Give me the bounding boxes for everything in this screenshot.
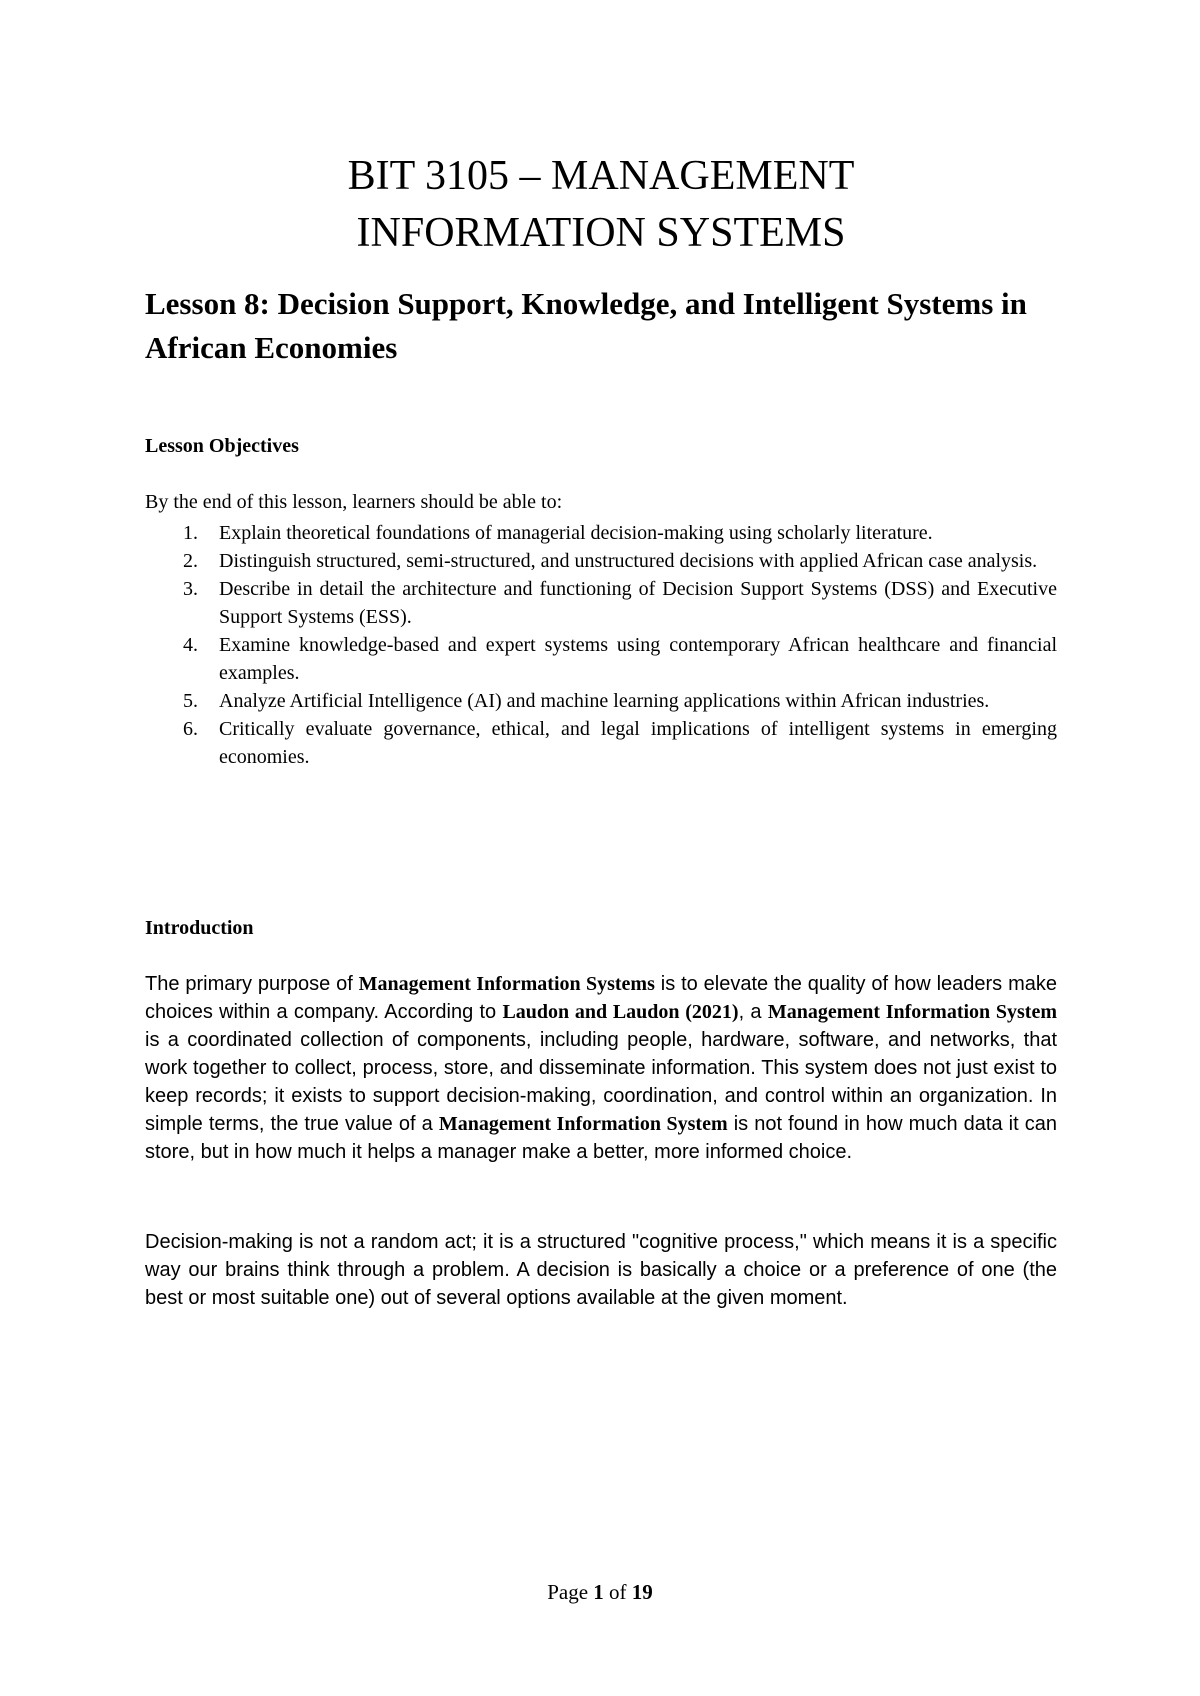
list-item-number: 1. xyxy=(183,522,198,544)
objectives-heading: Lesson Objectives xyxy=(145,435,299,457)
page-current: 1 xyxy=(593,1580,604,1604)
title-line-1: BIT 3105 – MANAGEMENT xyxy=(347,153,855,199)
lesson-heading: Lesson 8: Decision Support, Knowledge, and Intelligent Systems in African Economies xyxy=(145,286,1027,365)
list-item xyxy=(145,715,1057,771)
list-item-text: Describe in detail the architecture and functioning of Decision Support Systems (DSS) and Executive Support Systems (ESS). xyxy=(219,578,1057,628)
list-item xyxy=(145,575,1057,631)
bold-term: Management Information Systems xyxy=(358,973,655,995)
list-item-number: 5. xyxy=(183,690,198,712)
paragraph-text: is not found in how much data it can store, but in how much it helps a manager make a better, more informed choice. xyxy=(145,1113,1057,1163)
document-title xyxy=(145,148,1057,262)
paragraph-text: is to elevate the quality of how leaders make choices within a company. According to xyxy=(145,973,1057,1023)
list-item-number: 2. xyxy=(183,550,198,572)
page-of-label: of xyxy=(603,1580,632,1604)
bold-citation: Laudon and Laudon (2021) xyxy=(502,1001,739,1023)
paragraph-text: , a xyxy=(738,1001,768,1023)
list-item-text: Examine knowledge-based and expert systems using contemporary African healthcare and financial examples. xyxy=(219,634,1057,684)
title-line-2: INFORMATION SYSTEMS xyxy=(356,210,846,256)
objectives-list xyxy=(145,519,1057,771)
list-item-number: 6. xyxy=(183,718,198,740)
introduction-heading: Introduction xyxy=(145,917,254,939)
list-item-number: 4. xyxy=(183,634,198,656)
list-item-text: Critically evaluate governance, ethical, and legal implications of intelligent systems in emerging economies. xyxy=(219,718,1057,768)
paragraph-text: is a coordinated collection of components, including people, hardware, software, and networks, that work together to collect, process, store, and disseminate information. This system does not just exist to keep records; it exists to support decision-making, coordination, and control within an organization. In simple terms, the true value of a xyxy=(145,1029,1057,1135)
bold-term: Management Information System xyxy=(438,1113,728,1135)
list-item-number: 3. xyxy=(183,578,198,600)
list-item xyxy=(145,687,1057,715)
introduction-paragraph-1 xyxy=(145,970,1057,1166)
list-item xyxy=(145,547,1057,575)
list-item-text: Explain theoretical foundations of managerial decision-making using scholarly literature. xyxy=(219,522,933,544)
list-item xyxy=(145,631,1057,687)
list-item-text: Analyze Artificial Intelligence (AI) and machine learning applications within African industries. xyxy=(219,690,990,712)
page-footer xyxy=(0,1580,1200,1605)
introduction-paragraph-2: Decision-making is not a random act; it is a structured "cognitive process," which means it is a specific way our brains think through a problem. A decision is basically a choice or a preference of one (the best or most suitable one) out of several options available at the given moment. xyxy=(145,1231,1057,1309)
list-item xyxy=(145,519,1057,547)
objectives-intro: By the end of this lesson, learners should be able to: xyxy=(145,491,563,513)
paragraph-text: The primary purpose of xyxy=(145,973,359,995)
page-total: 19 xyxy=(631,1580,653,1604)
page-label: Page xyxy=(547,1580,594,1604)
bold-term: Management Information System xyxy=(767,1001,1058,1023)
list-item-text: Distinguish structured, semi-structured, and unstructured decisions with applied African case analysis. xyxy=(219,550,1038,572)
